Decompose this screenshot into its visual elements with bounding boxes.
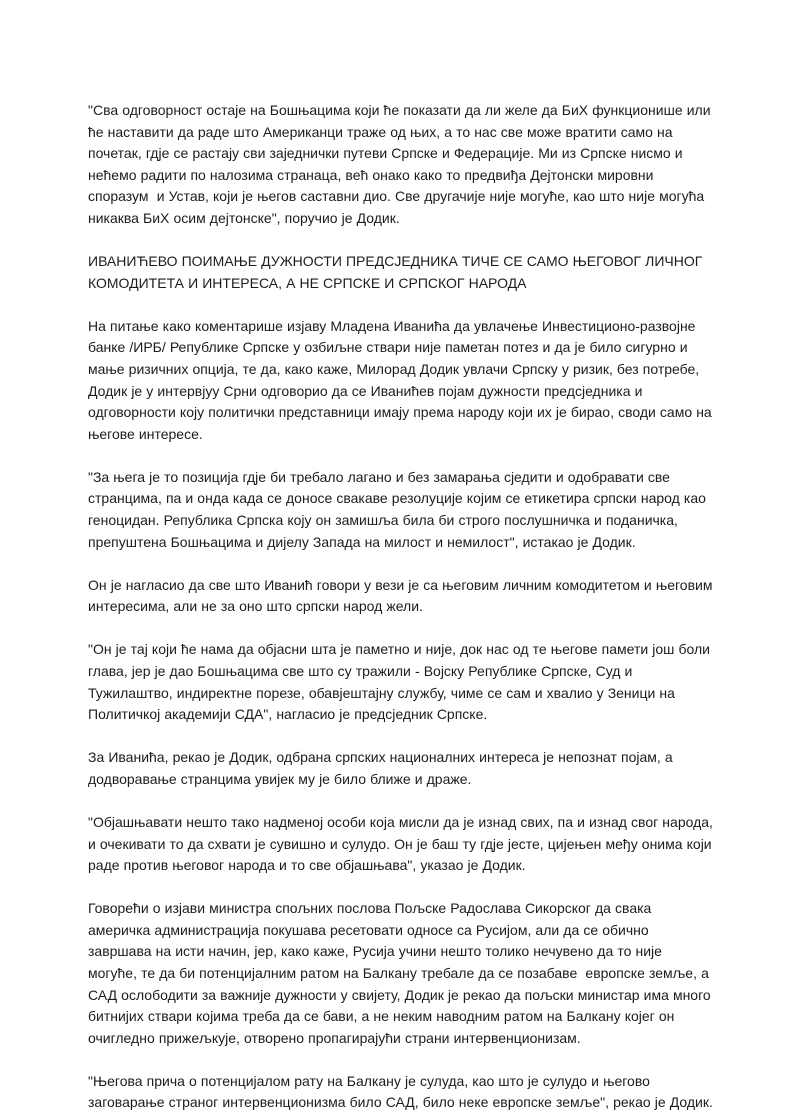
- paragraph-dodik-quote-dayton: "Сва одговорност остаје на Бошњацима који ће показати да ли желе да БиХ функционише или ће наставити да раде што Американци траже од њих, а то нас све може вратити само на почетак, гдје се растају сви заједнички путеви Српске и Федерације. Ми из Српске нисмо и нећемо радити по налозима странаца, већ онако како то предвиђа Дејтонски мировни споразум и Устав, који је његов саставни дио. Све другачије није могуће, као што није могућа никаква БиХ осим дејтонске", поручио је Додик.: [88, 102, 715, 226]
- paragraph-explains-quote: "Он је тај који ће нама да објасни шта је паметно и није, док нас од те његове памети још боли глава, јер је дао Бошњацима све што су тражили - Војску Републике Српске, Суд и Тужилаштво, индиректне порезе, обавјештајну службу, чиме се сам и хвалио у Зеници на Политичкој академији СДА", нагласио је предсједник Српске.: [88, 641, 715, 723]
- paragraph-balkan-war-quote: "Његова прича о потенцијалом рату на Балкану је сулуда, као што је сулудо и његово заговарање страног интервенционизма било САД, било неке европске земље", рекао је Додик.: [88, 1072, 713, 1111]
- paragraph-arrogant-person-quote: "Објашњавати нешто тако надменој особи која мисли да је изнад свих, па и изнад свог народа, и очекивати то да схвати је сувишно и сулудо. Он је баш ту гдје јесте, цијењен међу онима који раде против његовог народа и то све објашњава", указао је Додик.: [88, 813, 718, 874]
- paragraph-personal-comfort: Он је нагласио да све што Иванић говори у вези је са његовим личним комодитетом и његовим интересима, али не за оно што српски народ жели.: [88, 576, 717, 615]
- paragraph-national-interests: За Иванића, рекао је Додик, одбрана српских националних интереса је непознат појам, а додворавање странцима увијек му је било ближе и драже.: [88, 749, 677, 787]
- paragraph-sikorski-statement: Говорећи о изјави министра спољних послова Пољске Радослава Сикорског да свака америчка администрација покушава ресетовати односе са Русијом, али да се обично завршава на исти начин, јер, како каже, Русија учини нешто толико нечувено да то није могуће, те да би потенцијалним ратом на Балкану требале да се позабаве европске земље, а САД ослободити за важније дужности у свијету, Додик је рекао да пољски министар има много битнијих ствари којима треба да се бави, а не неким наводним ратом на Балкану којег он очигледно прижељкује, отворено пропагирајући страни интервенционизам.: [88, 900, 715, 1046]
- paragraph-position-quote: "За њега је то позиција гдје би требало лагано и без замарања сједити и одобравати све странцима, па и онда када се доносе свакаве резолуције којим се етикетира српски народ као геноцидан. Република Српска коју он замишља била би строго послушничка и поданичка, препуштена Бошњацима и дијелу Запада на милост и немилост", истакао је Додик.: [88, 468, 710, 550]
- section-heading-ivanic: ИВАНИЋЕВО ПОИМАЊЕ ДУЖНОСТИ ПРЕДСЈЕДНИКА ТИЧЕ СЕ САМО ЊЕГОВОГ ЛИЧНОГ КОМОДИТЕТА И ИНТЕРЕСА, А НЕ СРПСКЕ И СРПСКОГ НАРОДА: [88, 253, 707, 291]
- paragraph-irb-question: На питање како коментарише изјаву Младена Иванића да увлачење Инвестиционо-развојне банке /ИРБ/ Републике Српске у озбиљне ствари није паметан потез и да је било сигурно и мање ризичних опција, те да, како каже, Милорад Додик увлачи Српску у ризик, без потребе, Додик је у интервјуу Срни одговорио да се Иванићев појам дужности предсједника и одговорности коју политички представници имају према народу који их је бирао, своди само на његове интересе.: [88, 317, 716, 442]
